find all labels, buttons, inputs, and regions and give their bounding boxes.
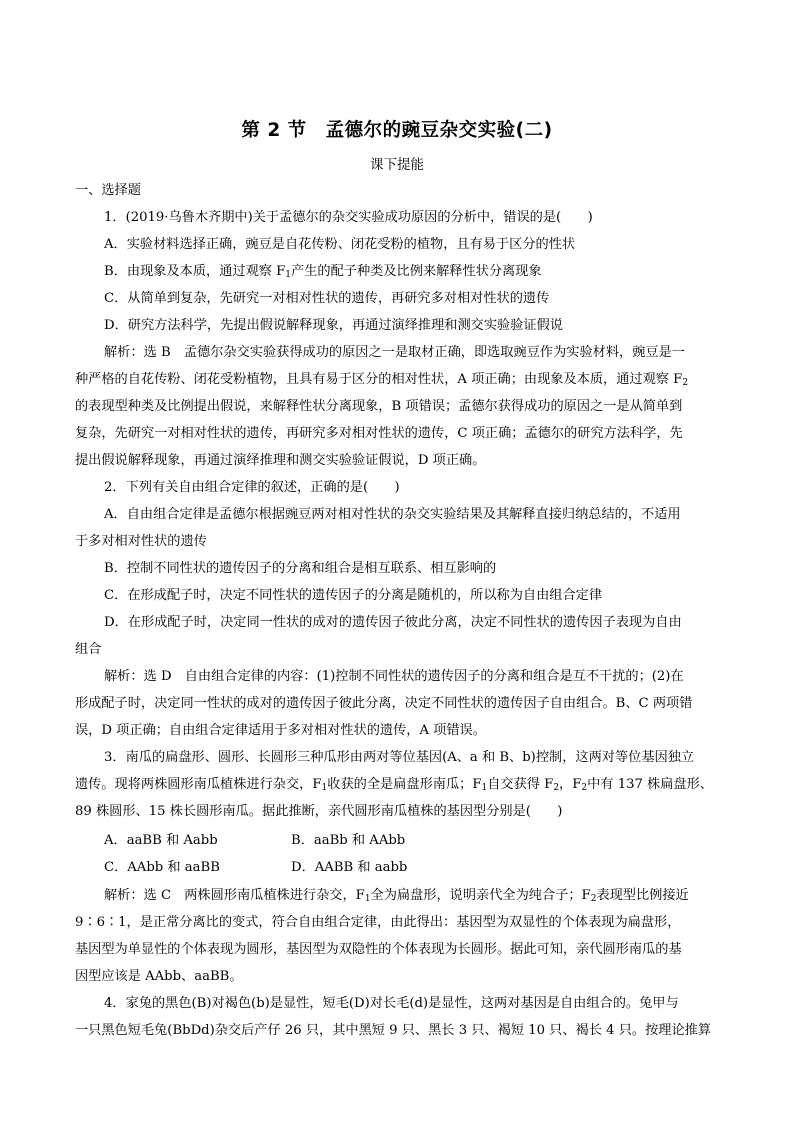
q3-stem: 3．南瓜的扁盘形、圆形、长圆形三种瓜形由两对等位基因(A、a 和 B、b)控制，这两对等位基因独立 [104,750,695,765]
q4-stem: 4．家兔的黑色(B)对褐色(b)是显性，短毛(D)对长毛(d)是显性，这两对基因是自由组合的。兔甲与 [104,996,679,1011]
q3-answer-line: 基因型为单显性的个体表现为圆形，基因型为双隐性的个体表现为长圆形。据此可知，亲代圆形南瓜的基 [75,942,682,957]
q1-option-d: D．研究方法科学，先提出假说解释现象，再通过演绎推理和测交实验验证假说 [104,318,563,333]
q3-answer-line: 解析：选 C 两株圆形南瓜植株进行杂交，$F_1$全为扁盘形，说明亲代全为纯合子；$F_2$表现型比例接近 [104,888,689,904]
q1-answer-line: 复杂，先研究一对相对性状的遗传，再研究多对相对性状的遗传，C 项正确；孟德尔的研究方法科学，先 [75,426,683,441]
q2-answer-line: 误，D 项正确；自由组合定律适用于多对相对性状的遗传，A 项错误。 [75,723,486,738]
q2-option-b: B．控制不同性状的遗传因子的分离和组合是相互联系、相互影响的 [104,561,497,576]
q2-option-c: C．在形成配子时，决定不同性状的遗传因子的分离是随机的，所以称为自由组合定律 [104,588,603,603]
q1-answer-line: 提出假说解释现象，再通过演绎推理和测交实验验证假说，D 项正确。 [75,453,486,468]
q2-answer-line: 解析：选 D 自由组合定律的内容：(1)控制不同性状的遗传因子的分离和组合是互不干扰的；(2)在 [104,669,684,684]
q1-answer-line: 解析：选 B 孟德尔杂交实验获得成功的原因之一是取材正确，即选取豌豆作为实验材料，豌豆是一 [104,345,685,360]
q1-option-c: C．从简单到复杂，先研究一对相对性状的遗传，再研究多对相对性状的遗传 [104,291,550,306]
q2-option-d-cont: 组合 [75,642,102,657]
q1-option-b: B．由现象及本质，通过观察 $F_1$产生的配子种类及比例来解释性状分离现象 [104,264,542,280]
q2-option-d: D．在形成配子时，决定同一性状的成对的遗传因子彼此分离，决定不同性状的遗传因子表现为自由 [104,615,682,630]
q2-answer-line: 形成配子时，决定同一性状的成对的遗传因子彼此分离，决定不同性状的遗传因子自由组合。B、C 两项错 [75,696,693,711]
q1-option-a: A．实验材料选择正确，豌豆是自花传粉、闭花受粉的植物，且有易于区分的性状 [104,237,576,252]
page-subtitle: 课下提能 [370,157,424,173]
q1-stem: 1．(2019·乌鲁木齐期中)关于孟德尔的杂交实验成功原因的分析中，错误的是( ) [104,210,593,225]
q2-stem: 2．下列有关自由组合定律的叙述，正确的是( ) [104,480,400,495]
q3-stem-cont: 遗传。现将两株圆形南瓜植株进行杂交，$F_1$收获的全是扁盘形南瓜；$F_1$自交获得 $F_2$，$F_2$中有 137 株扁盘形、 [75,777,713,793]
section-heading: 一、选择题 [75,183,141,198]
q3-option-c: C．AAbb 和 aaBB [104,860,220,875]
q3-stem-cont: 89 株圆形、15 株长圆形南瓜。据此推断，亲代圆形南瓜植株的基因型分别是( ) [75,804,563,819]
q3-option-a: A．aaBB 和 Aabb [104,833,218,848]
page-title: 第 2 节 孟德尔的豌豆杂交实验(二) [241,120,553,141]
q2-option-a-cont: 于多对相对性状的遗传 [75,534,207,549]
q1-answer-line: 种严格的自花传粉、闭花受粉植物，且具有易于区分的相对性状，A 项正确；由现象及本质，通过观察 $F_2$ [75,372,689,388]
q3-answer-line: 因型应该是 AAbb、aaBB。 [75,969,243,984]
q3-option-b: B．aaBb 和 AAbb [291,833,406,848]
q2-option-a: A．自由组合定律是孟德尔根据豌豆两对相对性状的杂交实验结果及其解释直接归纳总结的，不适用 [104,507,681,522]
q1-answer-line: 的表现型种类及比例提出假说，来解释性状分离现象，B 项错误；孟德尔获得成功的原因之一是从简单到 [75,399,683,414]
q3-option-d: D．AABB 和 aabb [291,860,408,875]
q4-stem-cont: 一只黑色短毛兔(BbDd)杂交后产仔 26 只，其中黑短 9 只、黑长 3 只、褐短 10 只、褐长 4 只。按理论推算 [75,1023,712,1038]
q3-answer-line: 9∶6∶1，是正常分离比的变式，符合自由组合定律，由此得出：基因型为双显性的个体表现为扁盘形， [75,915,681,930]
